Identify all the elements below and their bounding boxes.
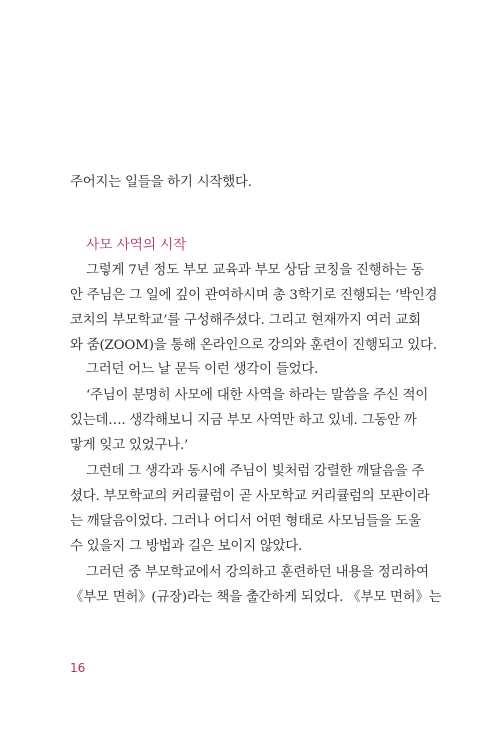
paragraph-line: 와 줌(ZOOM)을 통해 온라인으로 강의와 훈련이 진행되고 있다. — [70, 338, 437, 353]
paragraph-line: 코치의 부모학교’를 구성해주셨다. 그리고 현재까지 여러 교회 — [70, 313, 421, 328]
paragraph-line: 맣게 잊고 있었구나.’ — [70, 438, 189, 453]
paragraph-line: 셨다. 부모학교의 커리큘럼이 곧 사모학교 커리큘럼의 모판이라 — [70, 489, 430, 504]
paragraph-line: 그러던 어느 날 문득 이런 생각이 들었다. — [86, 362, 319, 377]
intro-line: 주어지는 일들을 하기 시작했다. — [70, 175, 252, 190]
paragraph-line: 《부모 면허》(규장)라는 책을 출간하게 되었다. 《부모 면허》는 — [70, 590, 442, 605]
paragraph-line: 수 있을지 그 방법과 길은 보이지 않았다. — [70, 539, 303, 554]
paragraph-line: 그런데 그 생각과 동시에 주님이 빛처럼 강렬한 깨달음을 주 — [86, 464, 425, 479]
paragraph-line: 안 주님은 그 일에 깊이 관여하시며 총 3학기로 진행되는 ‘박인경 — [70, 288, 438, 303]
paragraph-line: 있는데…. 생각해보니 지금 부모 사역만 하고 있네. 그동안 까 — [70, 413, 417, 428]
paragraph-line: 그렇게 7년 정도 부모 교육과 부모 상담 코칭을 진행하는 동 — [86, 263, 424, 278]
paragraph-line: ‘주님이 분명히 사모에 대한 사역을 하라는 말씀을 주신 적이 — [86, 388, 429, 403]
page-number: 16 — [70, 661, 86, 675]
section-heading: 사모 사역의 시작 — [86, 237, 187, 253]
paragraph-line: 그러던 중 부모학교에서 강의하고 훈련하던 내용을 정리하여 — [86, 565, 429, 580]
paragraph-line: 는 깨달음이었다. 그러나 어디서 어떤 형태로 사모님들을 도울 — [70, 514, 421, 529]
